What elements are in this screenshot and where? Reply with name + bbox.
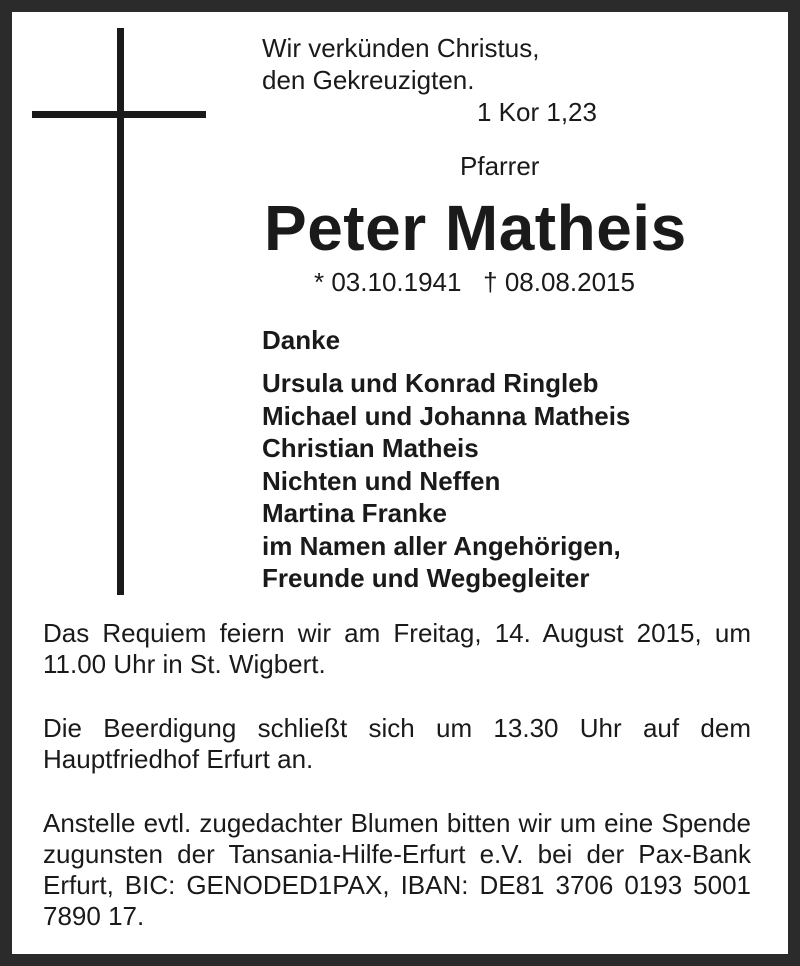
deceased-name: Peter Matheis (264, 192, 687, 264)
mourner-line: im Namen aller Angehörigen, (262, 530, 621, 561)
mourner-line: Michael und Johanna Matheis (262, 400, 631, 431)
mourner-line: Nichten und Neffen (262, 465, 501, 496)
thanks-heading: Danke (262, 325, 341, 355)
deceased-title: Pfarrer (460, 151, 540, 181)
verse-line-1: Wir verkünden Christus, (262, 33, 540, 63)
verse-reference: 1 Kor 1,23 (477, 97, 597, 127)
mourner-line: Martina Franke (262, 498, 447, 528)
mourner-line: Christian Matheis (262, 433, 479, 463)
life-dates: * 03.10.1941 † 08.08.2015 (314, 267, 635, 297)
donation-info: Anstelle evtl. zugedachter Blumen bitten wir um eine Spende zugunsten der Tansania-Hilfe-Erfurt e.V. bei der Pax-Bank Erfurt, BIC: GENODED1PAX, IBAN: DE81 3706 0193 5001 7890 17. (43, 808, 751, 931)
mourners-list (262, 367, 762, 595)
mourner-line: Freunde und Wegbegleiter (262, 563, 590, 593)
cross-icon-horizontal-bar (32, 111, 206, 118)
verse-line-2: den Gekreuzigten. (262, 65, 475, 95)
requiem-info: Das Requiem feiern wir am Freitag, 14. August 2015, um 11.00 Uhr in St. Wigbert. (43, 618, 751, 679)
burial-info: Die Beerdigung schließt sich um 13.30 Uhr auf dem Hauptfriedhof Erfurt an. (43, 713, 751, 774)
bible-verse (262, 32, 662, 96)
mourner-line: Ursula und Konrad Ringleb (262, 368, 599, 398)
